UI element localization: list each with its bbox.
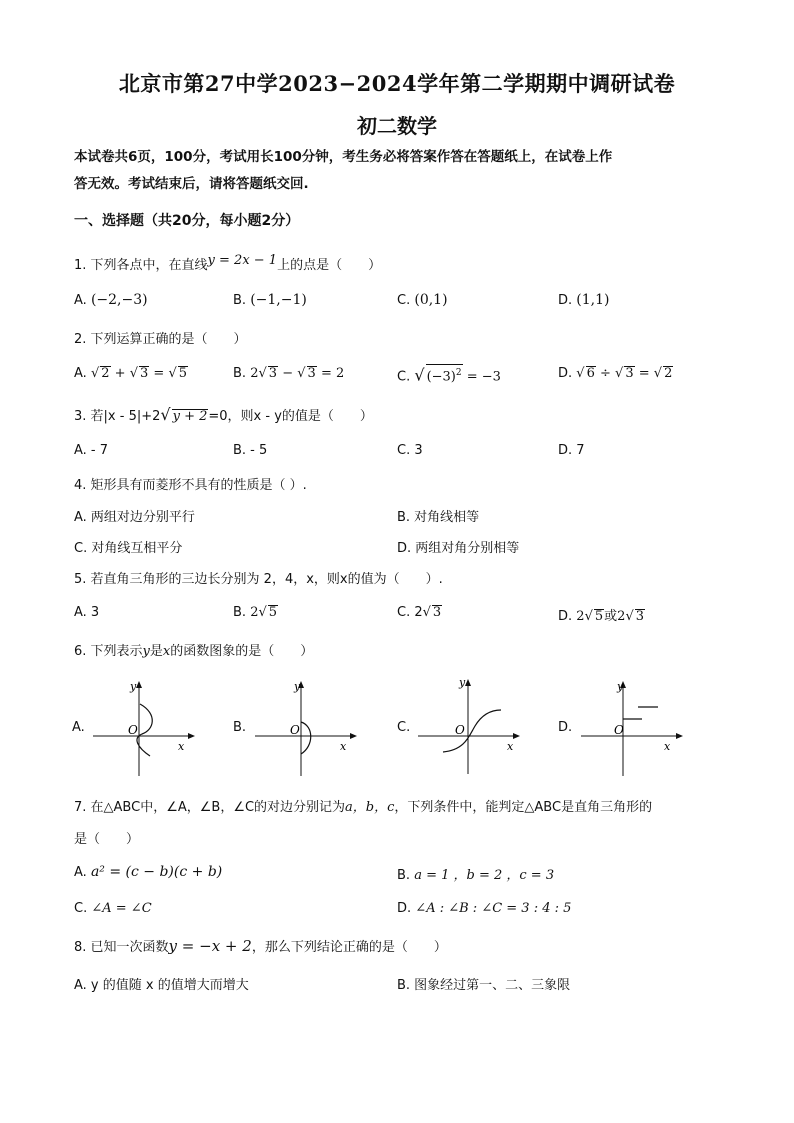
q4-option-d: D. 两组对角分别相等	[397, 541, 520, 556]
q2-option-d: D. √ 6 ÷ √ 3 = √ 2	[558, 366, 673, 381]
q2-option-c: C. √ $(-3)^2 = -3$	[397, 365, 501, 385]
y-axis-label: y	[617, 680, 624, 693]
q2-option-b: B. 2√ 3 − √ 3 = 2	[233, 366, 345, 381]
y-axis-label: y	[294, 680, 301, 693]
q7-option-d: D. ∠A : ∠B : ∠C = 3 : 4 : 5	[397, 901, 572, 916]
q1-option-a: A. (−2,−3)	[74, 292, 148, 308]
q6-option-c-label: C.	[397, 720, 411, 735]
question-2-stem: 2. 下列运算正确的是（ ）	[74, 332, 247, 347]
origin-label: O	[455, 723, 465, 737]
q6-graph-b	[250, 676, 362, 780]
curve	[301, 722, 311, 754]
q3-option-a: A. - 7	[74, 443, 109, 458]
q6-option-b-label: B.	[233, 720, 247, 735]
y-axis-label: y	[459, 676, 466, 689]
x-axis-arrow	[676, 733, 683, 739]
q6-graph-a	[88, 676, 200, 780]
exam-subtitle: 初二数学	[357, 114, 437, 138]
q8-option-b: B. 图象经过第一、二、三象限	[397, 978, 571, 993]
origin-label: O	[128, 723, 138, 737]
q7-option-c: C. ∠A = ∠C	[74, 901, 152, 916]
q5-option-c: C. 2√ 3	[397, 605, 442, 620]
origin-label: O	[614, 723, 624, 737]
exam-instructions	[74, 144, 724, 198]
origin-label: O	[290, 723, 300, 737]
q1-option-c: C. (0,1)	[397, 292, 448, 308]
q1-line-expr: y = 2x − 1	[207, 253, 278, 268]
exam-title: 北京市第27中学2023−2024学年第二学期期中调研试卷	[118, 71, 676, 96]
question-5-stem: 5. 若直角三角形的三边长分别为 2，4，x，则x的值为（ ）.	[74, 572, 443, 587]
instructions-line-2: 答无效。考试结束后，请将答题纸交回.	[74, 176, 309, 192]
q7-option-b: B. a = 1 ，b = 2 ，c = 3	[397, 868, 555, 883]
q7-option-a: A. a² = (c − b)(c + b)	[74, 864, 223, 880]
question-6-stem: 6. 下列表示y是x的函数图象的是（ ）	[74, 644, 314, 659]
question-1-stem: 1. 下列各点中，在直线y = 2x − 1上的点是（ ）	[74, 253, 382, 273]
q6-graph-d	[576, 676, 688, 780]
q4-option-b: B. 对角线相等	[397, 510, 480, 525]
x-axis-label: x	[507, 740, 514, 753]
section-heading: 一、选择题（共20分，每小题2分）	[74, 213, 300, 229]
curve	[443, 710, 501, 752]
q1-option-d: D. (1,1)	[558, 292, 610, 308]
instructions-line-1: 本试卷共6页，100分，考试用长100分钟，考生务必将答案作答在答题纸上，在试卷上作	[74, 149, 613, 165]
q4-option-a: A. 两组对边分别平行	[74, 510, 195, 525]
q6-option-d-label: D.	[558, 720, 573, 735]
q6-option-a-label: A.	[72, 720, 85, 735]
q3-option-b: B. - 5	[233, 443, 268, 458]
q6-graph-c	[413, 674, 525, 778]
q4-option-c: C. 对角线互相平分	[74, 541, 183, 556]
q3-option-d: D. 7	[558, 443, 585, 458]
x-axis-arrow	[188, 733, 195, 739]
question-8-stem: 8. 已知一次函数y = −x + 2，那么下列结论正确的是（ ）	[74, 937, 447, 955]
q5-option-b: B. 2√ 5	[233, 605, 278, 620]
q5-option-d: D. 2√ 5或2√ 3	[558, 609, 645, 624]
q3-option-c: C. 3	[397, 443, 423, 458]
q2-option-a: A. √ 2 + √ 3 = √ 5	[74, 366, 188, 381]
x-axis-arrow	[350, 733, 357, 739]
question-7-stem: 7. 在△ABC中，∠A，∠B，∠C的对边分别记为a，b，c，下列条件中，能判定△ABC是直角三角形的	[74, 800, 653, 815]
question-4-stem: 4. 矩形具有而菱形不具有的性质是（ ）.	[74, 478, 307, 493]
q5-option-a: A. 3	[74, 605, 100, 620]
question-3-stem: 3. 若|x - 5|+2√ y + 2=0，则x - y的值是（ ）	[74, 405, 373, 424]
x-axis-label: x	[340, 740, 347, 753]
y-axis-arrow	[136, 681, 142, 688]
y-axis-label: y	[130, 680, 137, 693]
q8-option-a: A. y 的值随 x 的值增大而增大	[74, 978, 249, 993]
x-axis-label: x	[664, 740, 671, 753]
q1-option-b: B. (−1,−1)	[233, 292, 307, 308]
x-axis-arrow	[513, 733, 520, 739]
question-7-stem-line-2: 是（ ）	[74, 832, 140, 847]
y-axis-arrow	[465, 679, 471, 686]
x-axis-label: x	[178, 740, 185, 753]
